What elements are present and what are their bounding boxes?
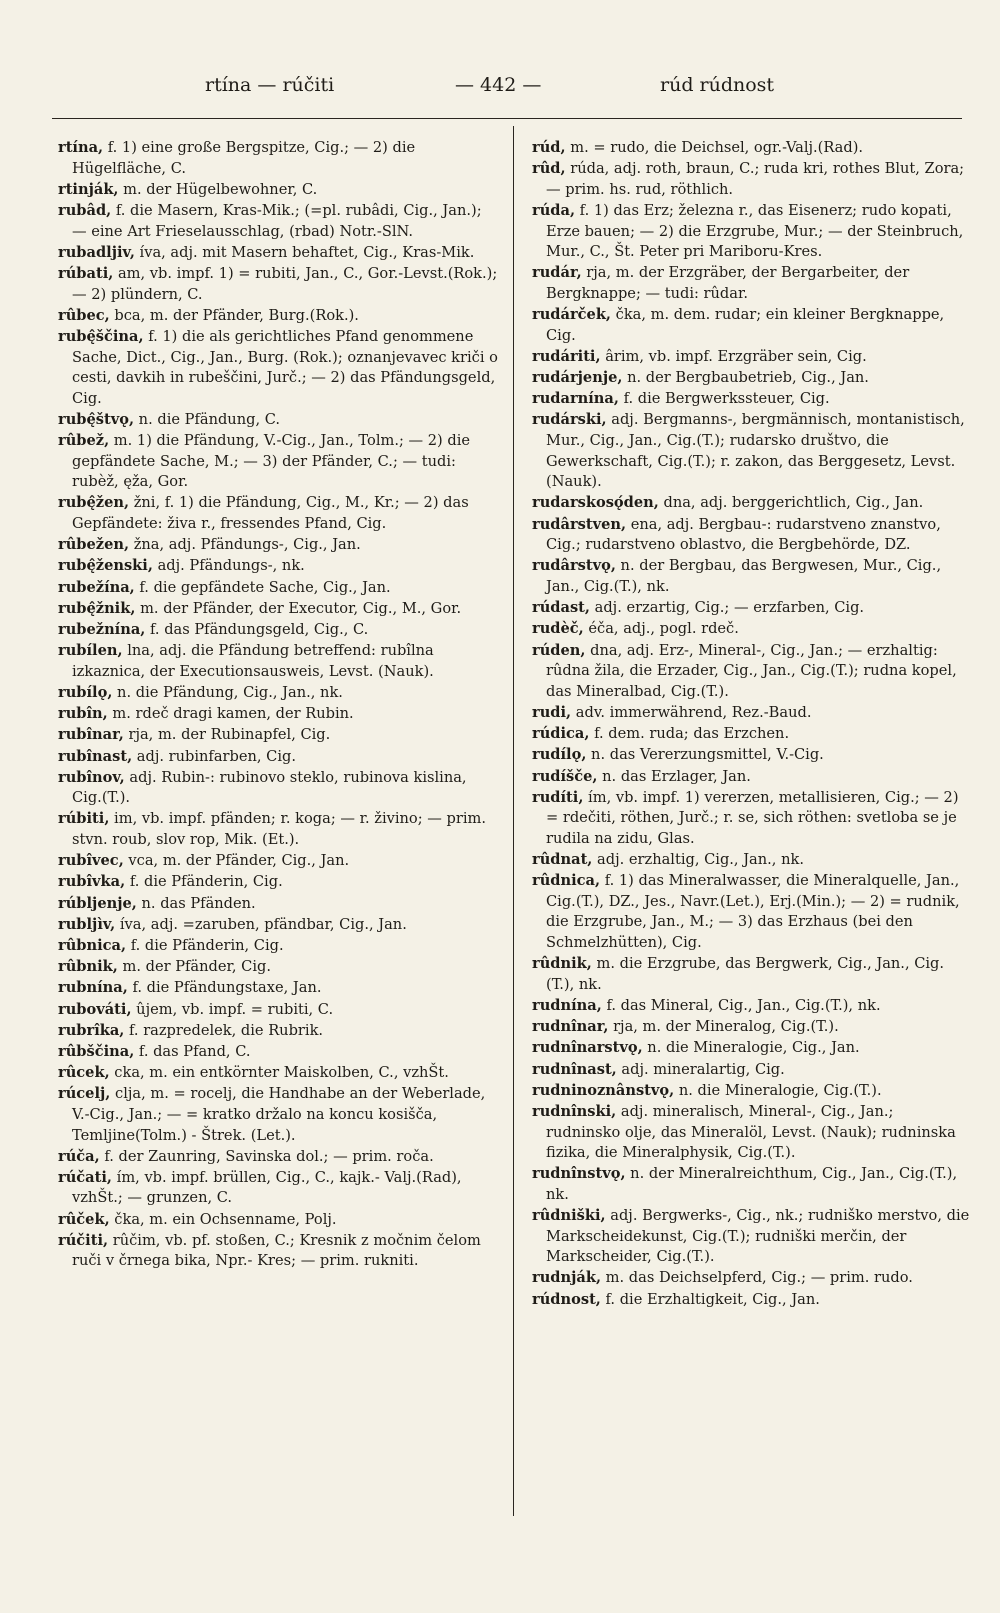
entry-definition: m. = rudo, die Deichsel, ogr.-Valj.(Rad). — [565, 139, 864, 156]
page-number: — 442 — — [455, 74, 542, 96]
entry-definition: f. dem. ruda; das Erzchen. — [589, 725, 790, 743]
entry-headword: rûdnik, — [532, 955, 592, 973]
entry-headword: rubînar, — [58, 726, 124, 744]
entry-definition: f. das Pfand, C. — [134, 1042, 251, 1060]
entry-definition: dna, adj. Erz-, Mineral-, Cig., Jan.; — erzhaltig: rûdna žila, die Erzader, Cig., Jan., Cig.(T.); rudna kopel, das Mineralbad, Cig.(T.). — [546, 641, 957, 700]
entry-headword: rudarskosǫ́den, — [532, 494, 659, 512]
dictionary-entry — [58, 872, 498, 893]
entry-headword: rúd, — [532, 139, 566, 156]
entry-headword: rûbnica, — [58, 937, 127, 954]
entry-definition: íva, adj. =zaruben, pfändbar, Cig., Jan. — [115, 915, 407, 933]
entry-definition: m. der Pfänder, der Executor, Cig., M., Gor. — [135, 599, 462, 617]
entry-headword: rudárjenje, — [532, 369, 623, 387]
entry-definition: adj. Pfändungs-, nk. — [152, 557, 305, 575]
entry-headword: rubę̂žen, — [58, 494, 130, 512]
dictionary-entry — [532, 619, 972, 640]
entry-headword: rúcelj, — [58, 1085, 111, 1103]
dictionary-entry — [58, 1063, 498, 1084]
entry-definition: m. der Pfänder, Cig. — [117, 958, 271, 976]
entry-headword: rubljìv, — [58, 915, 116, 933]
entry-headword: rubînov, — [58, 768, 125, 786]
entry-definition: vca, m. der Pfänder, Cig., Jan. — [123, 852, 350, 870]
dictionary-entry — [532, 263, 972, 304]
dictionary-entry — [532, 1017, 972, 1038]
dictionary-entry — [58, 180, 498, 201]
dictionary-entry — [532, 788, 972, 850]
left-column — [58, 138, 498, 1273]
dictionary-entry — [532, 767, 972, 788]
dictionary-entry — [58, 1168, 498, 1209]
entry-definition: im, vb. impf. pfänden; r. koga; — r. živino; — prim. stvn. roub, slov rop, Mik. (Et.). — [72, 810, 486, 849]
entry-headword: rûbež, — [58, 432, 110, 450]
entry-definition: dna, adj. berggerichtlich, Cig., Jan. — [658, 494, 924, 512]
dictionary-entry — [532, 1164, 972, 1205]
entry-definition: ím, vb. impf. brüllen, Cig., C., kajk.- Valj.(Rad), vzhŠt.; — grunzen, C. — [72, 1168, 462, 1207]
entry-headword: rubę̂ščina, — [58, 327, 144, 345]
entry-definition: f. die Pfänderin, Cig. — [126, 937, 284, 954]
entry-definition: n. der Bergbau, das Bergwesen, Mur., Cig., Jan., Cig.(T.), nk. — [546, 557, 942, 595]
dictionary-entry — [532, 389, 972, 410]
entry-headword: rudnják, — [532, 1269, 602, 1287]
dictionary-entry — [532, 724, 972, 745]
entry-definition: f. das Mineral, Cig., Jan., Cig.(T.), nk. — [601, 997, 881, 1014]
dictionary-entry — [532, 1081, 972, 1102]
entry-definition: n. die Pfändung, Cig., Jan., nk. — [112, 683, 343, 701]
column-divider — [513, 126, 514, 1516]
entry-headword: rudi, — [532, 703, 572, 721]
entry-definition: ena, adj. Bergbau-: rudarstveno znanstvo, Cig.; rudarstveno oblastvo, die Bergbehörde, DZ. — [546, 515, 941, 554]
entry-headword: rûdnica, — [532, 872, 601, 890]
dictionary-entry — [532, 1206, 972, 1268]
entry-headword: rúbati, — [58, 264, 114, 282]
entry-headword: rubînast, — [58, 747, 133, 765]
entry-definition: n. der Bergbaubetrieb, Cig., Jan. — [622, 369, 869, 387]
dictionary-entry — [58, 556, 498, 577]
dictionary-entry — [58, 578, 498, 599]
entry-headword: rudnînast, — [532, 1060, 617, 1078]
entry-headword: rûbec, — [58, 306, 110, 324]
dictionary-entry — [58, 683, 498, 704]
entry-headword: rtinják, — [58, 180, 119, 198]
entry-definition: m. 1) die Pfändung, V.-Cig., Jan., Tolm.; — 2) die gepfändete Sache, M.; — 3) der Pfänder, C.; — tudi: rubèž, ęža, Gor. — [72, 432, 471, 491]
dictionary-entry — [532, 1102, 972, 1164]
entry-headword: rûbščina, — [58, 1042, 135, 1060]
entry-headword: rúdnost, — [532, 1290, 601, 1308]
dictionary-entry — [58, 1084, 498, 1146]
entry-definition: žni, f. 1) die Pfändung, Cig., M., Kr.; — 2) das Gepfändete: živa r., fressendes Pfand, Cig. — [72, 494, 469, 533]
entry-headword: rúbljenje, — [58, 894, 137, 912]
entry-definition: n. die Pfändung, C. — [134, 410, 281, 428]
entry-headword: rudíti, — [532, 788, 584, 806]
dictionary-entry — [58, 306, 498, 327]
entry-headword: rubîn, — [58, 705, 108, 723]
entry-headword: rudèč, — [532, 620, 584, 638]
dictionary-entry — [58, 138, 498, 179]
entry-definition: n. das Pfänden. — [136, 894, 256, 912]
entry-definition: n. das Vererzungsmittel, V.-Cig. — [586, 746, 824, 764]
dictionary-entry — [532, 368, 972, 389]
entry-headword: rubováti, — [58, 1000, 132, 1018]
entry-headword: rubadljiv, — [58, 243, 135, 261]
entry-definition: ûjem, vb. impf. = rubiti, C. — [131, 1000, 334, 1018]
entry-definition: m. das Deichselpferd, Cig.; — prim. rudo. — [601, 1269, 913, 1287]
entry-definition: íva, adj. mit Masern behaftet, Cig., Kras-Mik. — [134, 243, 475, 261]
dictionary-entry — [532, 138, 972, 159]
entry-definition: adj. mineralisch, Mineral-, Cig., Jan.; rudninsko olje, das Mineralöl, Levst. (Nauk); rudninska fizika, die Mineralphysik, Cig.(T.). — [546, 1102, 956, 1162]
entry-headword: rudârstven, — [532, 515, 627, 533]
dictionary-entry — [532, 493, 972, 514]
page-header — [0, 62, 1000, 102]
entry-definition: f. razpredelek, die Rubrik. — [124, 1021, 324, 1039]
entry-definition: m. der Hügelbewohner, C. — [118, 180, 318, 198]
entry-headword: rudíšče, — [532, 767, 598, 785]
dictionary-entry — [58, 957, 498, 978]
entry-definition: adj. erzhaltig, Cig., Jan., nk. — [592, 851, 804, 869]
entry-definition: f. die Masern, Kras-Mik.; (=pl. rubâdi, Cig., Jan.); — eine Art Frieselausschlag, (rbad) Notr.-SlN. — [72, 201, 482, 240]
entry-headword: rûdniški, — [532, 1207, 606, 1225]
entry-definition: f. die Erzhaltigkeit, Cig., Jan. — [600, 1290, 820, 1308]
entry-headword: rûbežen, — [58, 536, 130, 554]
entry-definition: rûčim, vb. pf. stoßen, C.; Kresnik z močnim čelom ruči v črnega bika, Npr.- Kres; — prim. rukniti. — [72, 1231, 481, 1270]
entry-headword: rúbiti, — [58, 810, 110, 828]
entry-headword: rúdast, — [532, 599, 590, 617]
dictionary-entry — [58, 978, 498, 999]
dictionary-entry — [532, 347, 972, 368]
dictionary-entry — [58, 747, 498, 768]
entry-definition: cka, m. ein entkörnter Maiskolben, C., vzhŠt. — [109, 1064, 449, 1082]
entry-headword: rubílen, — [58, 642, 123, 660]
entry-definition: f. die Pfändungstaxe, Jan. — [127, 979, 322, 997]
entry-headword: rudnînarstvǫ, — [532, 1039, 643, 1057]
entry-headword: rudílǫ, — [532, 746, 587, 764]
entry-headword: rúdica, — [532, 725, 590, 743]
entry-definition: n. das Erzlager, Jan. — [597, 767, 751, 785]
header-left-guide-words: rtína — rúčiti — [205, 74, 335, 96]
dictionary-entry — [532, 641, 972, 703]
entry-definition: lna, adj. die Pfändung betreffend: rubîlna izkaznica, der Executionsausweis, Levst. (Nauk). — [72, 642, 434, 680]
entry-headword: rudáriti, — [532, 347, 601, 365]
entry-definition: f. die Pfänderin, Cig. — [125, 873, 283, 891]
entry-definition: clja, m. = rocelj, die Handhabe an der Weberlade, V.-Cig., Jan.; — = kratko držalo na koncu kosišča, Temljine(Tolm.) - Štrek. (Let.). — [72, 1085, 486, 1144]
entry-headword: rûbnik, — [58, 958, 118, 976]
entry-definition: éča, adj., pogl. rdeč. — [583, 620, 739, 638]
dictionary-entry — [532, 159, 972, 200]
entry-definition: adj. Rubin-: rubinovo steklo, rubinova kislina, Cig.(T.). — [72, 768, 467, 807]
dictionary-entry — [532, 954, 972, 995]
entry-definition: čka, m. dem. rudar; ein kleiner Bergknappe, Cig. — [546, 306, 945, 344]
entry-headword: rubîvec, — [58, 852, 124, 870]
dictionary-entry — [58, 264, 498, 305]
entry-headword: rúča, — [58, 1147, 100, 1165]
entry-headword: rubâd, — [58, 201, 112, 219]
entry-definition: n. der Mineralreichthum, Cig., Jan., Cig.(T.), nk. — [546, 1165, 958, 1203]
dictionary-entry — [532, 598, 972, 619]
entry-definition: ím, vb. impf. 1) vererzen, metallisieren, Cig.; — 2) = rdečiti, röthen, Jurč.; r. se, sich röthen: svetloba se je rudila na zidu, Glas. — [546, 788, 959, 847]
dictionary-entry — [58, 725, 498, 746]
entry-headword: rudnína, — [532, 997, 602, 1014]
right-column — [532, 138, 972, 1311]
entry-definition: f. 1) die als gerichtliches Pfand genommene Sache, Dict., Cig., Jan., Burg. (Rok.); oznanjevavec kriči o cesti, davkih in rubeščini, Jurč.; — 2) das Pfändungsgeld, Cig. — [72, 327, 498, 407]
entry-headword: rudninoznânstvǫ, — [532, 1081, 675, 1099]
entry-definition: f. der Zaunring, Savinska dol.; — prim. roča. — [99, 1147, 434, 1165]
entry-headword: rudarnína, — [532, 390, 619, 408]
dictionary-entry — [58, 410, 498, 431]
entry-definition: n. die Mineralogie, Cig.(T.). — [674, 1081, 882, 1099]
dictionary-entry — [532, 745, 972, 766]
entry-definition: čka, m. ein Ochsenname, Polj. — [109, 1210, 337, 1228]
entry-headword: rúčiti, — [58, 1231, 109, 1249]
entry-definition: žna, adj. Pfändungs-, Cig., Jan. — [129, 536, 361, 554]
dictionary-entry — [532, 1060, 972, 1081]
entry-headword: rubę̂ženski, — [58, 557, 153, 575]
dictionary-entry — [58, 641, 498, 682]
entry-headword: rubnína, — [58, 979, 128, 997]
dictionary-entry — [58, 327, 498, 409]
header-right-guide-words: rúd rúdnost — [660, 74, 775, 96]
dictionary-entry — [532, 703, 972, 724]
entry-headword: rudnînski, — [532, 1102, 617, 1120]
dictionary-entry — [532, 1290, 972, 1311]
entry-headword: rubę̂štvǫ, — [58, 410, 135, 428]
dictionary-entry — [58, 1000, 498, 1021]
dictionary-entry — [532, 201, 972, 263]
entry-headword: rudárski, — [532, 411, 607, 429]
dictionary-entry — [58, 599, 498, 620]
entry-headword: rudárček, — [532, 306, 612, 324]
entry-headword: rûcek, — [58, 1064, 110, 1082]
entry-headword: rûd, — [532, 160, 566, 178]
dictionary-entry — [58, 704, 498, 725]
entry-definition: rja, m. der Erzgräber, der Bergarbeiter, der Bergknappe; — tudi: rûdar. — [546, 264, 910, 302]
entry-definition: rja, m. der Rubinapfel, Cig. — [123, 726, 331, 744]
entry-definition: adj. Bergwerks-, Cig., nk.; rudniško merstvo, die Markscheidekunst, Cig.(T.); rudniški merčin, der Markscheider, Cig.(T.). — [546, 1207, 970, 1266]
entry-definition: m. die Erzgrube, das Bergwerk, Cig., Jan., Cig.(T.), nk. — [546, 955, 945, 993]
dictionary-entry — [58, 1231, 498, 1272]
entry-definition: bca, m. der Pfänder, Burg.(Rok.). — [109, 306, 359, 324]
entry-headword: rudârstvǫ, — [532, 557, 616, 575]
dictionary-entry — [58, 201, 498, 242]
dictionary-entry — [532, 1268, 972, 1289]
entry-definition: adv. immerwährend, Rez.-Baud. — [571, 703, 812, 721]
dictionary-entry — [58, 493, 498, 534]
entry-headword: rubílǫ, — [58, 683, 113, 701]
dictionary-entry — [58, 620, 498, 641]
dictionary-entry — [58, 809, 498, 850]
entry-headword: rubežnína, — [58, 620, 146, 638]
entry-definition: adj. rubinfarben, Cig. — [132, 747, 296, 765]
entry-headword: rubîvka, — [58, 873, 126, 891]
entry-definition: f. die Bergwerkssteuer, Cig. — [618, 390, 830, 408]
dictionary-entry — [532, 515, 972, 556]
entry-definition: adj. erzartig, Cig.; — erzfarben, Cig. — [590, 599, 865, 617]
entry-definition: adj. Bergmanns-, bergmännisch, montanistisch, Mur., Cig., Jan., Cig.(T.); rudarsko društvo, die Gewerkschaft, Cig.(T.); r. zakon, das Berggesetz, Levst.(Nauk). — [546, 411, 965, 491]
dictionary-entry — [58, 1021, 498, 1042]
dictionary-entry — [532, 871, 972, 953]
dictionary-entry — [532, 996, 972, 1017]
entry-headword: rûdnat, — [532, 851, 593, 869]
entry-definition: n. die Mineralogie, Cig., Jan. — [642, 1039, 860, 1057]
entry-headword: rúden, — [532, 641, 586, 659]
entry-definition: rúda, adj. roth, braun, C.; ruda kri, rothes Blut, Zora; — prim. hs. rud, röthlich. — [546, 160, 965, 198]
entry-definition: am, vb. impf. 1) = rubiti, Jan., C., Gor.-Levst.(Rok.); — 2) plündern, C. — [72, 264, 498, 303]
entry-definition: f. 1) das Mineralwasser, die Mineralquelle, Jan., Cig.(T.), DZ., Jes., Navr.(Let.), Erj.(Min.); — 2) = rudnik, die Erzgrube, Jan., M.; — 3) das Erzhaus (bei den Schmelzhütten), Cig. — [546, 872, 960, 952]
entry-definition: rja, m. der Mineralog, Cig.(T.). — [608, 1018, 839, 1036]
dictionary-entry — [532, 1038, 972, 1059]
dictionary-entry — [58, 936, 498, 957]
dictionary-entry — [58, 915, 498, 936]
entry-headword: rubrîka, — [58, 1021, 125, 1039]
entry-headword: rudnînstvǫ, — [532, 1165, 626, 1183]
dictionary-entry — [58, 1210, 498, 1231]
entry-headword: rúda, — [532, 201, 576, 219]
dictionary-entry — [532, 305, 972, 346]
entry-headword: rtína, — [58, 139, 104, 156]
entry-definition: f. das Pfändungsgeld, Cig., C. — [145, 620, 369, 638]
entry-definition: f. 1) das Erz; železna r., das Eisenerz; rudo kopati, Erze bauen; — 2) die Erzgrube, Mur.; — der Steinbruch, Mur., C., Št. Peter pri Mariboru-Kres. — [546, 201, 964, 261]
entry-definition: m. rdeč dragi kamen, der Rubin. — [107, 705, 354, 723]
entry-headword: rúčati, — [58, 1168, 113, 1186]
dictionary-entry — [58, 894, 498, 915]
entry-definition: ârim, vb. impf. Erzgräber sein, Cig. — [600, 347, 867, 365]
dictionary-entry — [58, 535, 498, 556]
dictionary-entry — [58, 431, 498, 493]
entry-headword: rubę̂žnik, — [58, 599, 136, 617]
entry-definition: f. die gepfändete Sache, Cig., Jan. — [134, 578, 391, 596]
entry-headword: rûček, — [58, 1210, 110, 1228]
dictionary-entry — [532, 556, 972, 597]
entry-definition: adj. mineralartig, Cig. — [616, 1060, 785, 1078]
dictionary-entry — [58, 1147, 498, 1168]
entry-headword: rudár, — [532, 264, 582, 282]
dictionary-entry — [58, 851, 498, 872]
dictionary-entry — [532, 850, 972, 871]
dictionary-entry — [58, 243, 498, 264]
header-rule — [52, 118, 962, 119]
dictionary-entry — [532, 410, 972, 492]
entry-headword: rudnînar, — [532, 1018, 609, 1036]
entry-headword: rubežína, — [58, 578, 135, 596]
entry-definition: f. 1) eine große Bergspitze, Cig.; — 2) die Hügelfläche, C. — [72, 139, 416, 177]
dictionary-entry — [58, 1042, 498, 1063]
dictionary-entry — [58, 768, 498, 809]
